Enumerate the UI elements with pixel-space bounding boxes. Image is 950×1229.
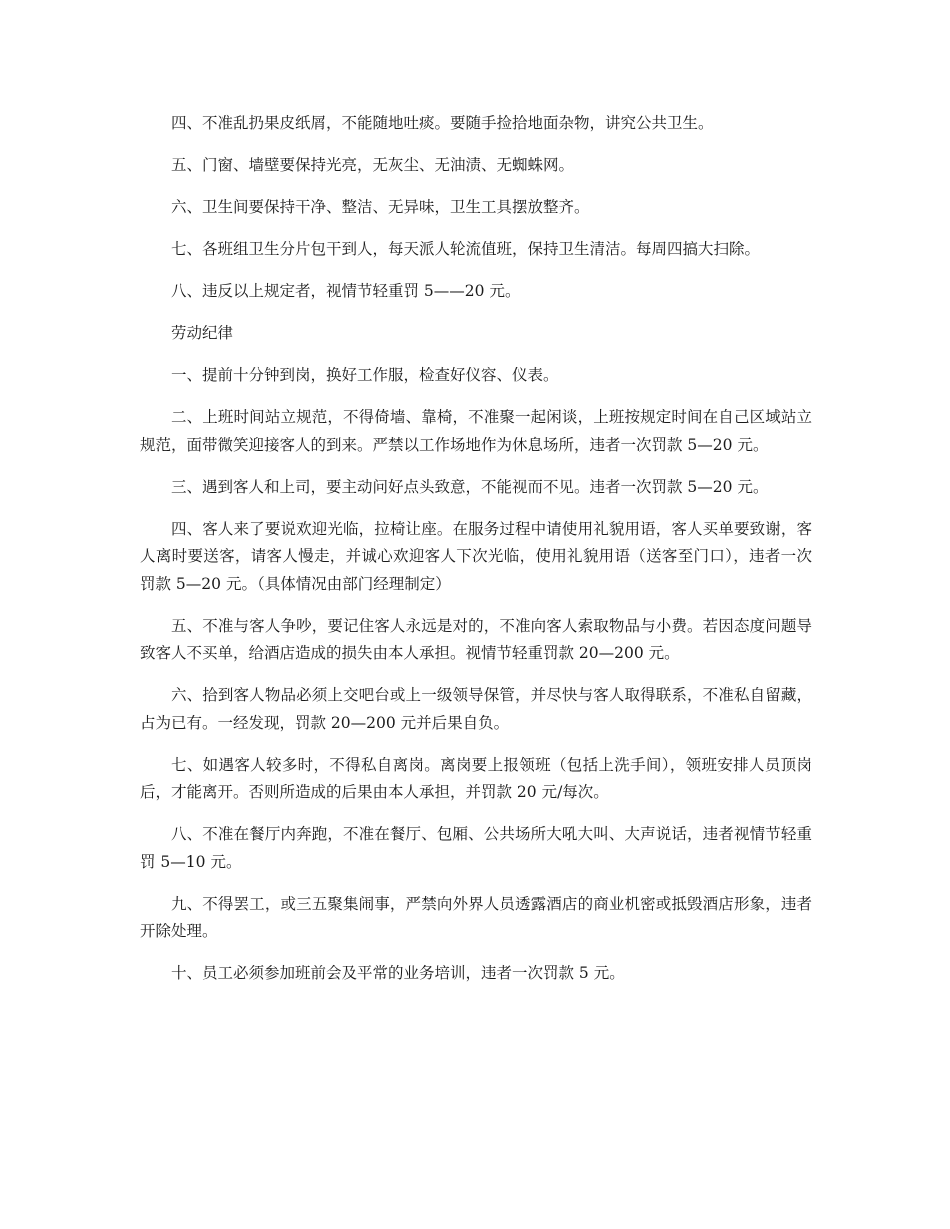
hygiene-rule-5: 五、门窗、墙壁要保持光亮，无灰尘、无油渍、无蜘蛛网。 (171, 156, 575, 174)
hygiene-rule-6: 六、卫生间要保持干净、整洁、无异味，卫生工具摆放整齐。 (171, 198, 590, 216)
hygiene-rules-section (140, 110, 812, 306)
labor-rule-8: 八、不准在餐厅内奔跑，不准在餐厅、包厢、公共场所大吼大叫、大声说话，违者视情节轻重罚 5—10 元。 (140, 825, 812, 871)
hygiene-rule-7: 七、各班组卫生分片包干到人，每天派人轮流值班，保持卫生清洁。每周四搞大扫除。 (171, 240, 761, 258)
labor-rule-6: 六、拾到客人物品必须上交吧台或上一级领导保管，并尽快与客人取得联系，不准私自留藏，占为已有。一经发现，罚款 20—200 元并后果自负。 (140, 686, 812, 732)
document-page (140, 110, 812, 1002)
hygiene-rule-8: 八、违反以上规定者，视情节轻重罚 5——20 元。 (171, 282, 521, 300)
labor-rule-10: 十、员工必须参加班前会及平常的业务培训，违者一次罚款 5 元。 (171, 964, 625, 982)
labor-rule-1: 一、提前十分钟到岗，换好工作服，检查好仪容、仪表。 (171, 366, 559, 384)
labor-rule-5: 五、不准与客人争吵，要记住客人永远是对的，不准向客人索取物品与小费。若因态度问题导致客人不买单，给酒店造成的损失由本人承担。视情节轻重罚款 20—200 元。 (140, 616, 812, 662)
labor-rule-2: 二、上班时间站立规范，不得倚墙、靠椅，不准聚一起闲谈，上班按规定时间在自己区域站立规范，面带微笑迎接客人的到来。严禁以工作场地作为休息场所，违者一次罚款 5—20 元。 (140, 408, 812, 454)
labor-discipline-heading: 劳动纪律 (171, 324, 234, 342)
labor-rule-4: 四、客人来了要说欢迎光临，拉椅让座。在服务过程中请使用礼貌用语，客人买单要致谢，客人离时要送客，请客人慢走，并诚心欢迎客人下次光临，使用礼貌用语（送客至门口），违者一次罚款 5—20 元。（具体情况由部门经理制定） (140, 519, 812, 593)
labor-rule-7: 七、如遇客人较多时，不得私自离岗。离岗要上报领班（包括上洗手间），领班安排人员顶岗后，才能离开。否则所造成的后果由本人承担，并罚款 20 元/每次。 (140, 755, 812, 801)
labor-rule-3: 三、遇到客人和上司，要主动问好点头致意，不能视而不见。违者一次罚款 5—20 元。 (171, 477, 769, 496)
hygiene-rule-4: 四、不准乱扔果皮纸屑，不能随地吐痰。要随手捡拾地面杂物，讲究公共卫生。 (171, 114, 714, 132)
labor-rule-9: 九、不得罢工，或三五聚集闹事，严禁向外界人员透露酒店的商业机密或抵毁酒店形象，违者开除处理。 (140, 894, 812, 940)
labor-rules-section (140, 362, 812, 988)
